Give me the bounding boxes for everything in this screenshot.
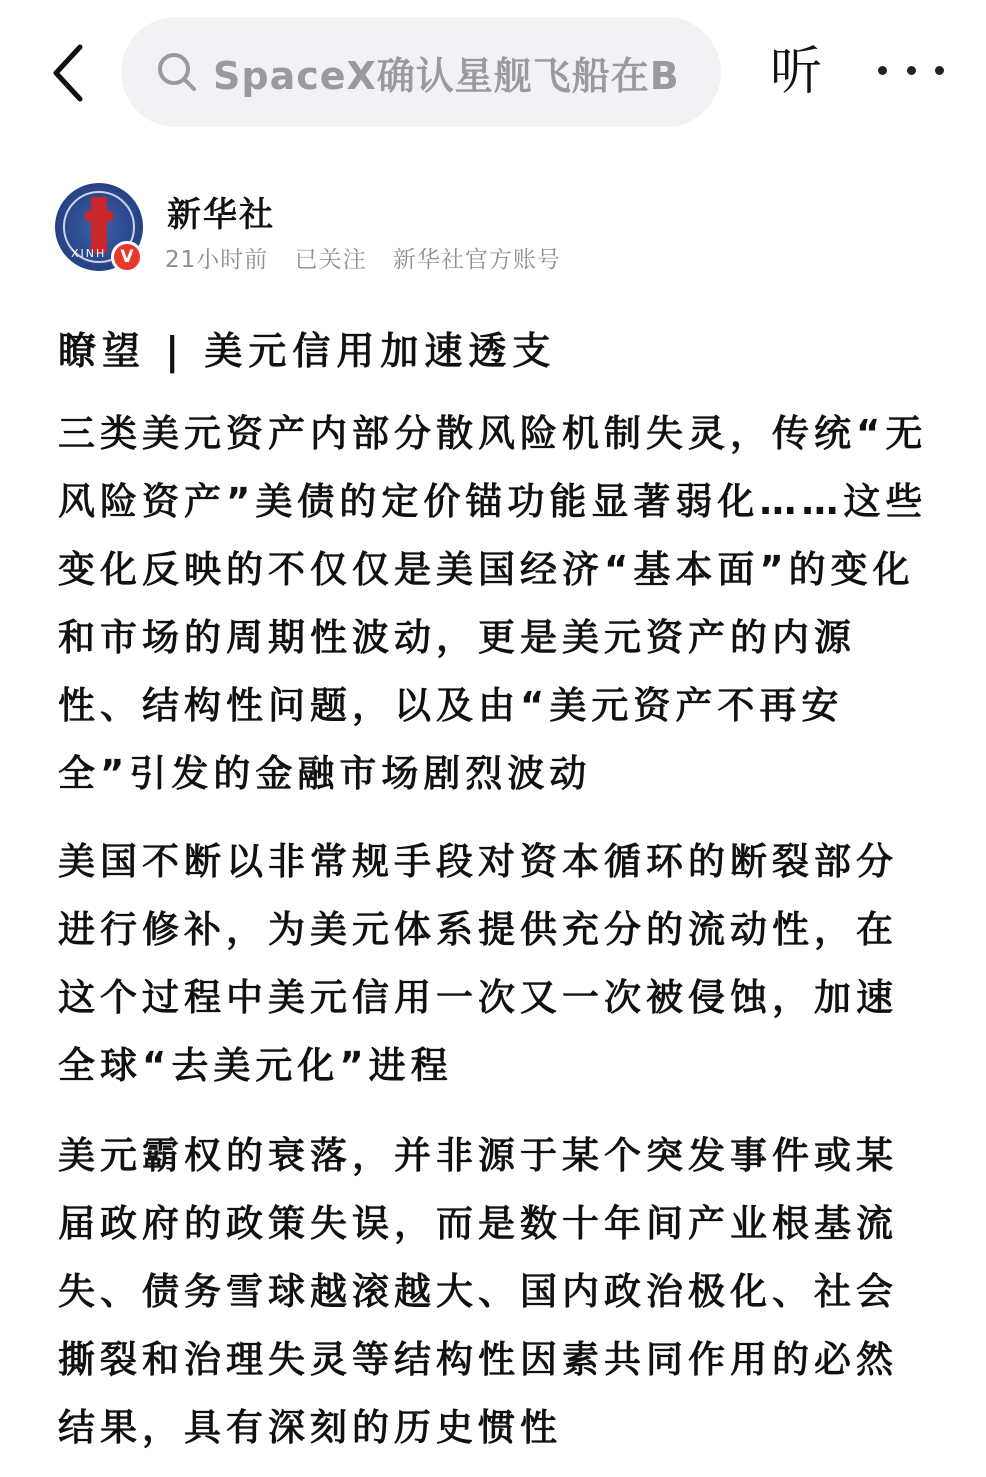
search-bar[interactable]	[121, 17, 721, 127]
more-dot	[907, 66, 916, 75]
author-name[interactable]: 新华社	[167, 195, 275, 235]
account-description: 新华社官方账号	[392, 247, 561, 273]
xinhua-logo-avatar	[91, 197, 107, 253]
verified-badge: V	[111, 241, 143, 273]
back-button[interactable]	[40, 40, 96, 106]
more-horizontal-icon	[878, 66, 887, 75]
search-query-text: SpaceX确认星舰飞船在B	[213, 53, 680, 98]
chevron-left-icon	[48, 43, 88, 103]
post-time: 21小时前	[165, 247, 269, 273]
author-header	[55, 183, 935, 275]
listen-button[interactable]: 听	[770, 42, 823, 102]
logo-tower-top	[85, 211, 113, 221]
follow-status[interactable]: 已关注	[294, 247, 367, 273]
more-options-button[interactable]	[878, 45, 944, 95]
article-paragraph: 三类美元资产内部分散风险机制失灵，传统“无风险资产”美债的定价锚功能显著弱化……这些变化反映的不仅仅是美国经济“基本面”的变化和市场的周期性波动，更是美元资产的内源性、结构性问题，以及由“美元资产不再安全”引发的金融市场剧烈波动	[58, 412, 928, 795]
search-icon	[155, 50, 199, 94]
article-paragraph: 美国不断以非常规手段对资本循环的断裂部分进行修补，为美元体系提供充分的流动性，在这个过程中美元信用一次又一次被侵蚀，加速全球“去美元化”进程	[58, 840, 898, 1087]
logo-text: XINH	[71, 247, 107, 260]
more-dot	[935, 66, 944, 75]
article-paragraph: 美元霸权的衰落，并非源于某个突发事件或某届政府的政策失误，而是数十年间产业根基流失、债务雪球越滚越大、国内政治极化、社会撕裂和治理失灵等结构性因素共同作用的必然结果，具有深刻的历史惯性	[58, 1134, 898, 1449]
author-meta	[165, 241, 579, 274]
article-title: 瞭望 | 美元信用加速透支	[58, 329, 557, 373]
top-bar	[0, 0, 986, 150]
